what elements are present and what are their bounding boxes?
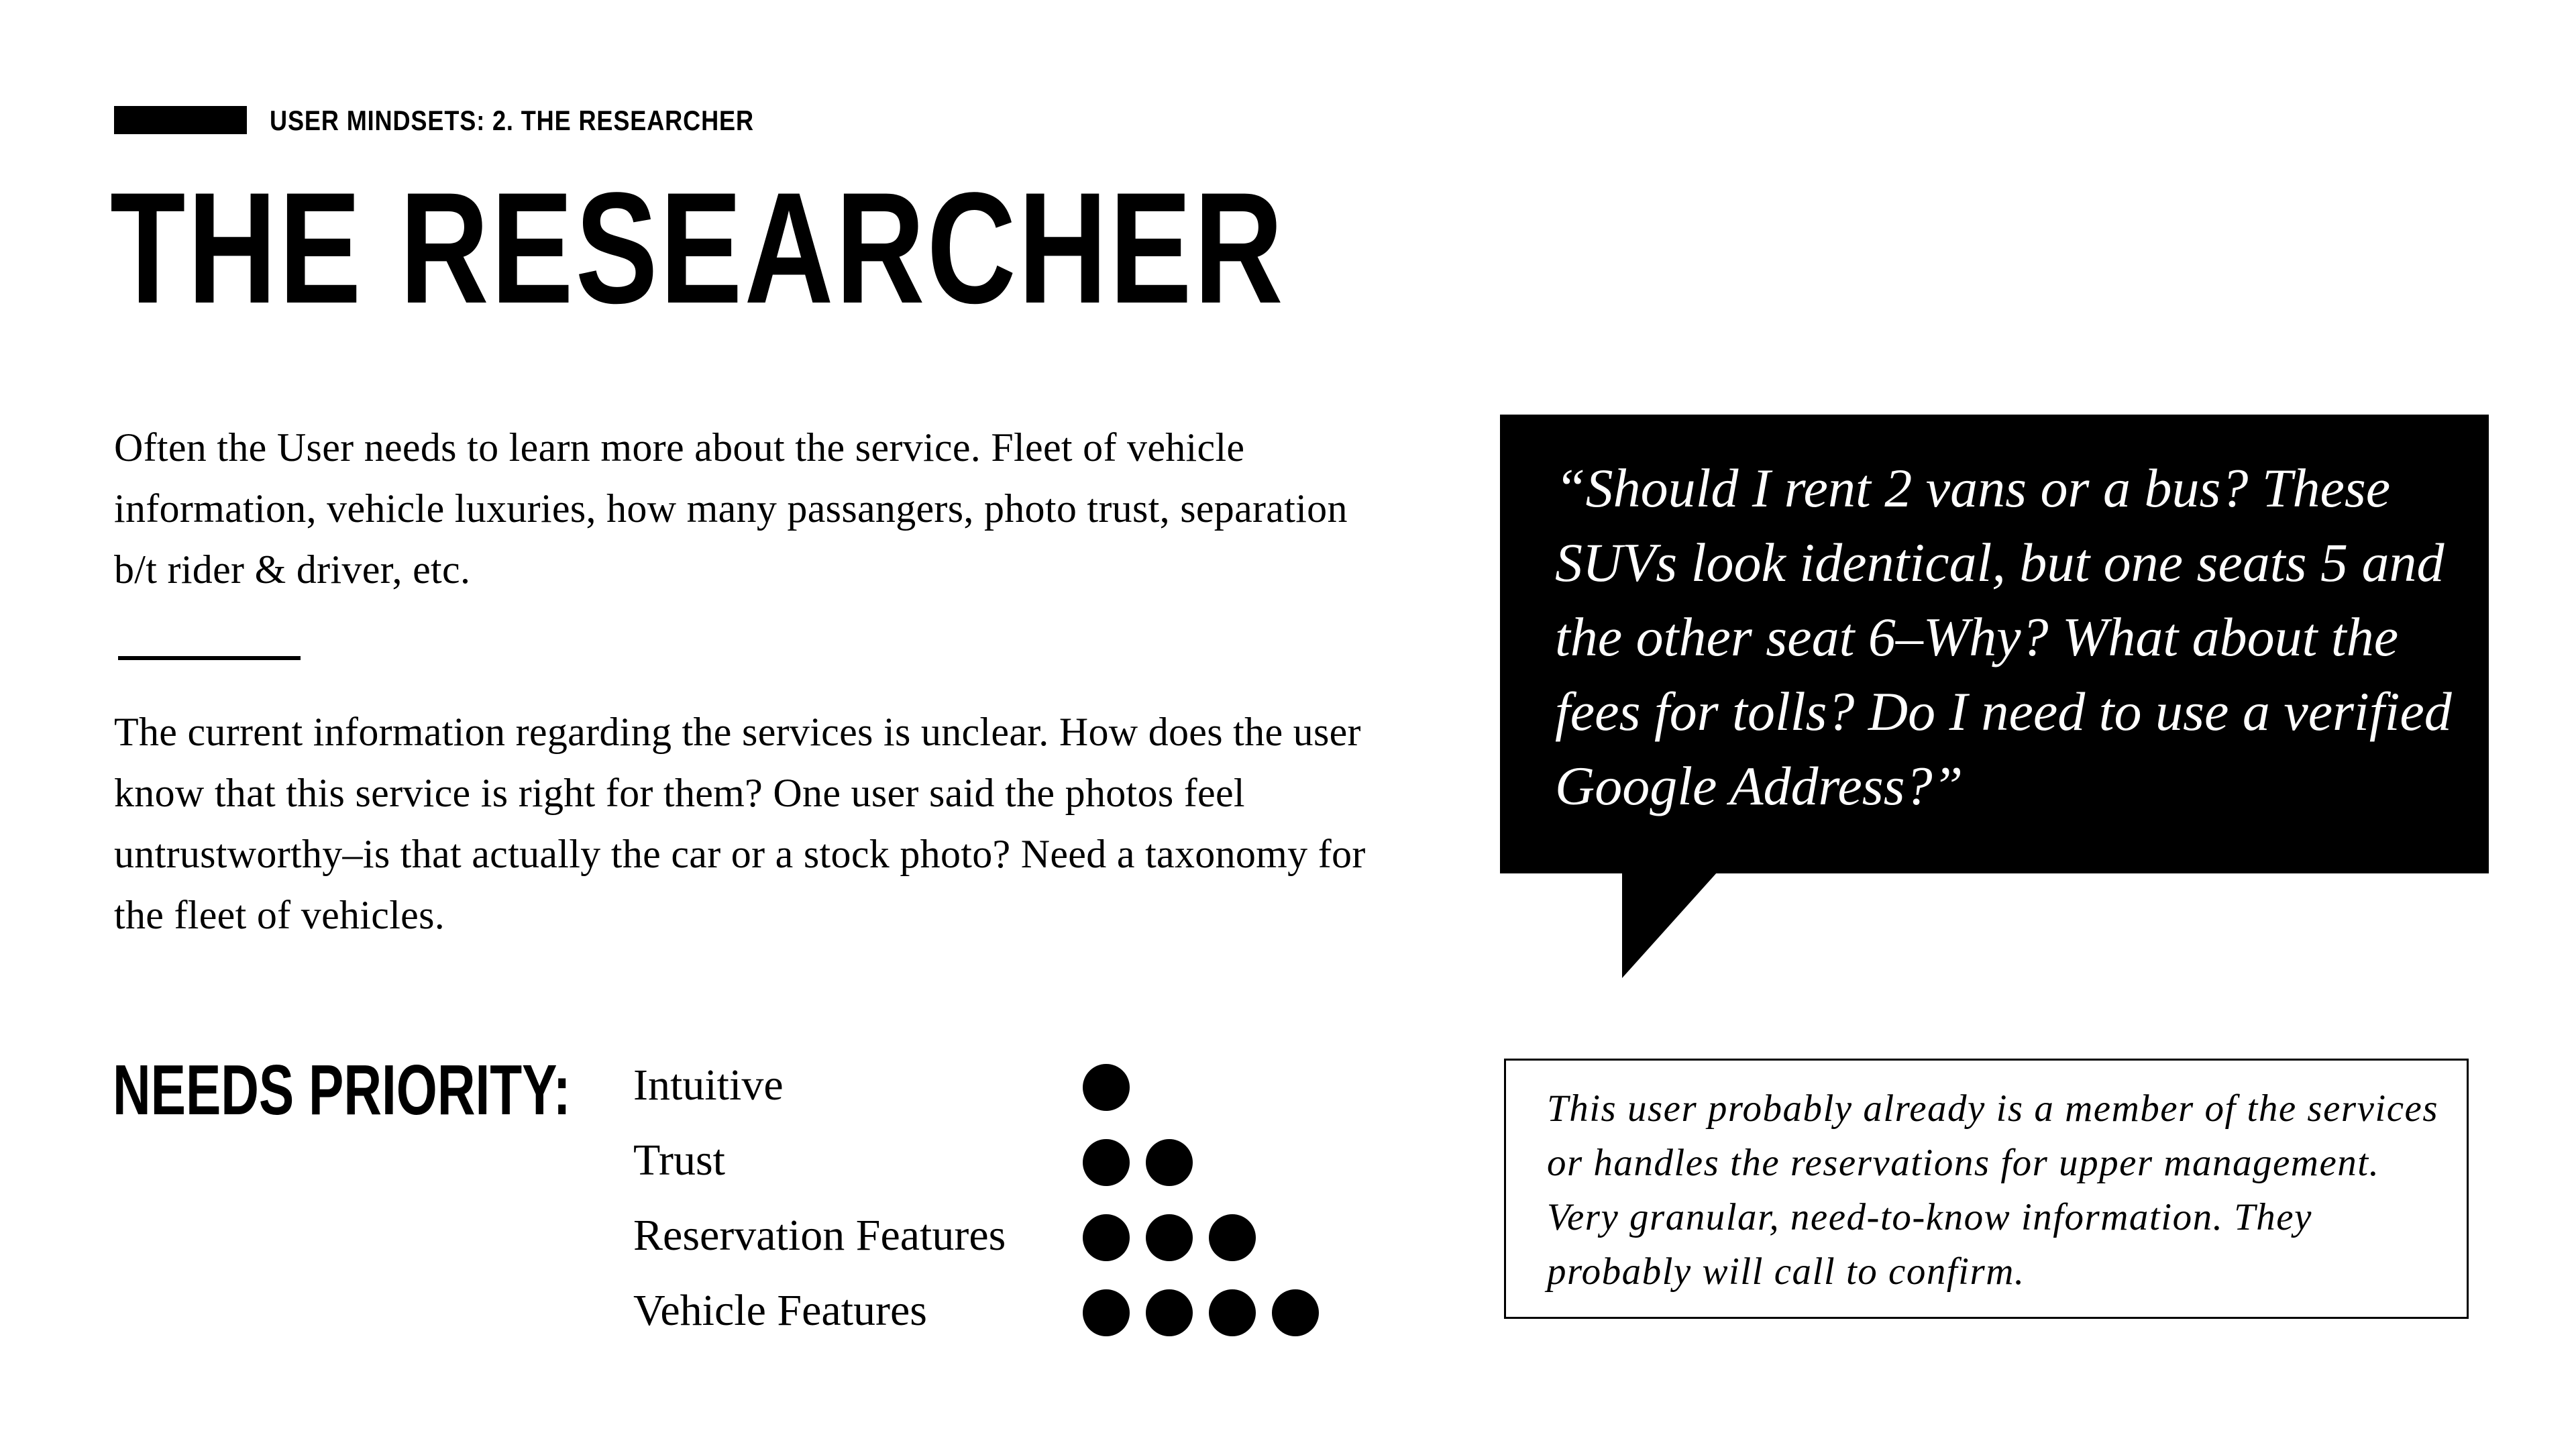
priority-dot xyxy=(1083,1139,1130,1186)
needs-item-label: Vehicle Features xyxy=(633,1286,927,1335)
description-paragraph-2: The current information regarding the services is unclear. How does the user know that this service is right for them? One user said the photos feel untrustworthy–is that actually the car or a stock photo? Need a taxonomy for the fleet of vehicles. xyxy=(114,710,1366,937)
needs-row-trust xyxy=(633,1127,1371,1194)
speech-bubble-tail xyxy=(1622,872,1717,978)
priority-dot xyxy=(1146,1139,1193,1186)
priority-dots xyxy=(1083,1139,1209,1186)
priority-dot xyxy=(1146,1289,1193,1336)
needs-item-label: Intuitive xyxy=(633,1061,784,1110)
needs-row-intuitive xyxy=(633,1052,1371,1119)
priority-dot xyxy=(1146,1214,1193,1261)
priority-dots xyxy=(1083,1289,1335,1336)
priority-dot xyxy=(1209,1214,1256,1261)
needs-row-vehicle-features xyxy=(633,1277,1371,1344)
needs-priority-heading: NEEDS PRIORITY: xyxy=(113,1051,571,1130)
priority-dot xyxy=(1083,1064,1130,1111)
needs-row-reservation-features xyxy=(633,1202,1371,1269)
priority-dot xyxy=(1209,1289,1256,1336)
user-quote: “Should I rent 2 vans or a bus? These SUVs look identical, but one seats 5 and the other seat 6–Why? What about the fees for tolls? Do I need to use a verified Google Address?” xyxy=(1555,458,2452,816)
needs-item-label: Reservation Features xyxy=(633,1211,1006,1260)
page-title: THE RESEARCHER xyxy=(110,160,1285,337)
priority-dot xyxy=(1083,1214,1130,1261)
needs-item-label: Trust xyxy=(633,1136,725,1185)
description-paragraph-1: Often the User needs to learn more about the service. Fleet of vehicle information, vehicle luxuries, how many passangers, photo trust, separation b/t rider & driver, etc. xyxy=(114,425,1348,592)
priority-dots xyxy=(1083,1064,1146,1111)
eyebrow-label: USER MINDSETS: 2. THE RESEARCHER xyxy=(270,105,754,136)
priority-dots xyxy=(1083,1214,1272,1261)
note-text: This user probably already is a member of the services or handles the reservations for upper management. Very granular, need-to-know information. They probably will call to confirm. xyxy=(1547,1087,2439,1293)
eyebrow-bar xyxy=(114,106,247,134)
section-divider xyxy=(118,656,301,660)
priority-dot xyxy=(1272,1289,1319,1336)
priority-dot xyxy=(1083,1289,1130,1336)
